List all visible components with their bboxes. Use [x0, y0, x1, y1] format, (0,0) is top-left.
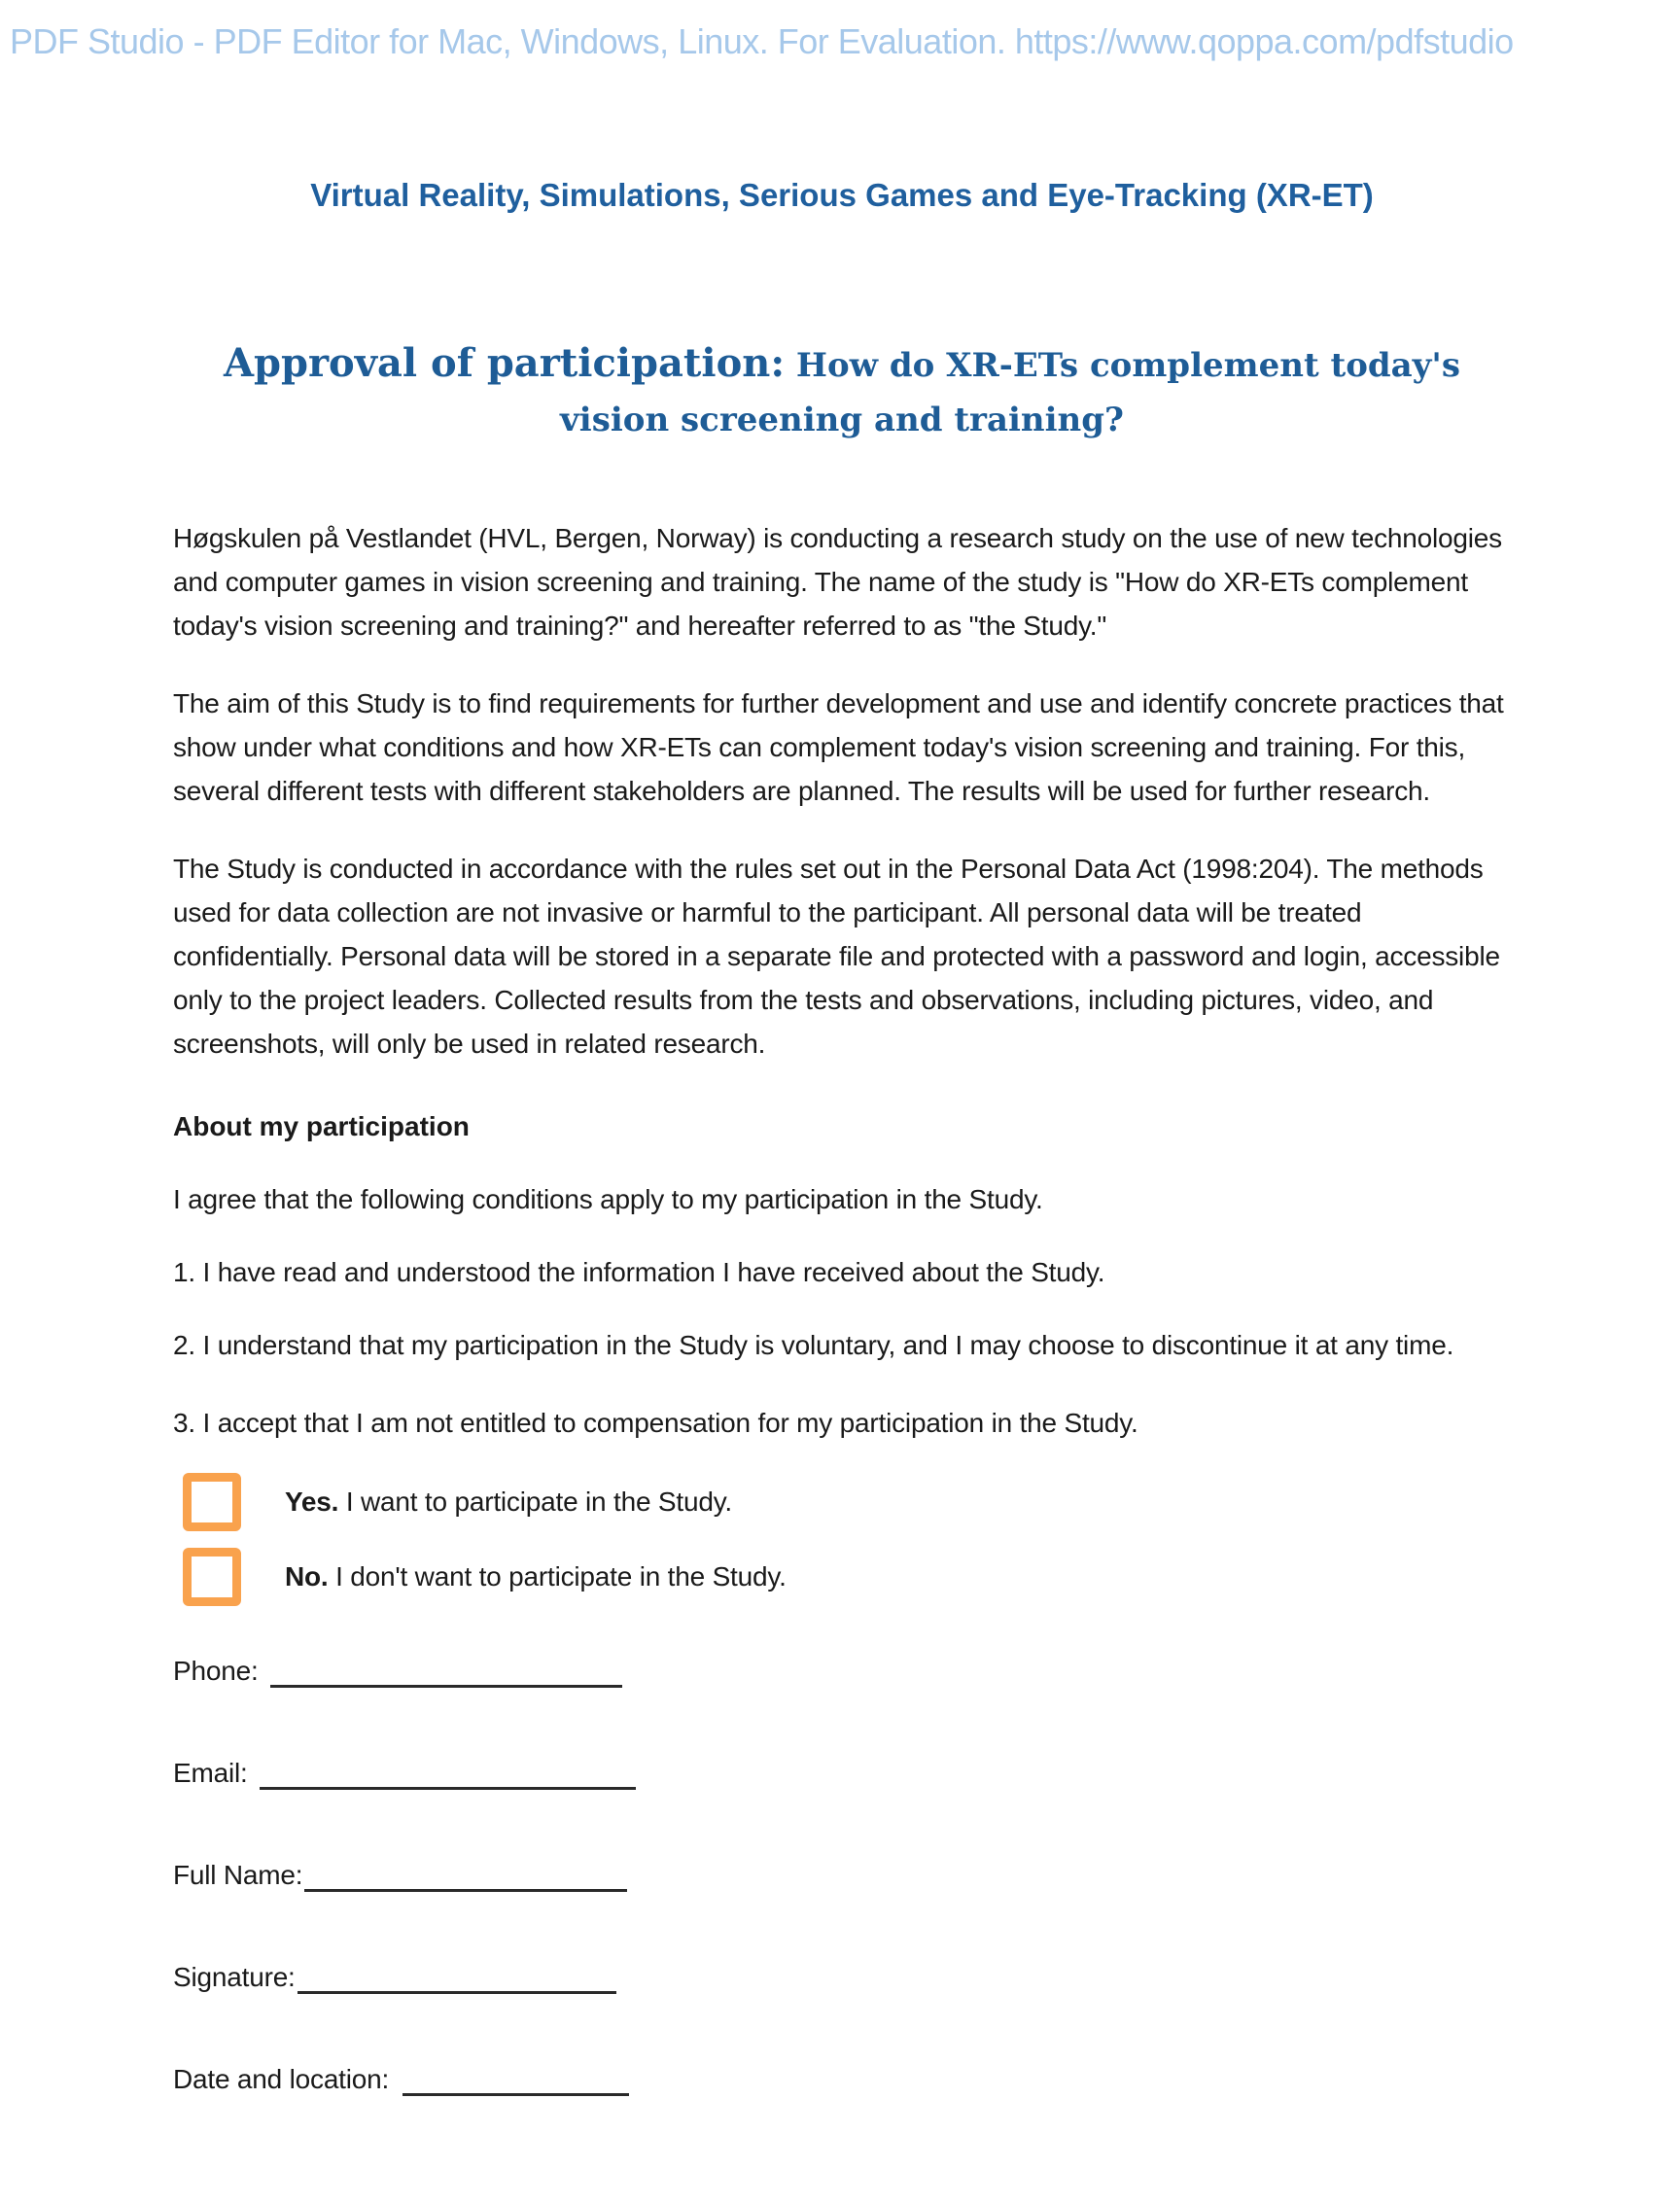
no-label-bold: No.: [285, 1561, 329, 1592]
date-location-field-row: [173, 2057, 1511, 2101]
phone-blank-line: [270, 1685, 622, 1688]
condition-3: 3. I accept that I am not entitled to compensation for my participation in the Study.: [173, 1408, 1138, 1438]
signature-field-row: [173, 1955, 1511, 1999]
agree-intro: I agree that the following conditions apply to my participation in the Study.: [173, 1184, 1043, 1214]
date-location-blank-line: [402, 2093, 629, 2096]
email-blank-line: [260, 1787, 636, 1790]
no-checkbox[interactable]: [183, 1548, 241, 1606]
paragraph-study-aim: The aim of this Study is to find requirements for further development and use and identify concrete practices that show under what conditions and how XR-ETs can complement today's vision screening and training. For this, several different tests with different stakeholders are planned. The results will be used for further research.: [173, 688, 1504, 806]
email-field-row: [173, 1751, 1511, 1795]
paragraph-data-protection: The Study is conducted in accordance with the rules set out in the Personal Data Act (1998:204). The methods used for data collection are not invasive or harmful to the participant. All personal data will be treated confidentially. Personal data will be stored in a separate file and protected with a password and login, accessible only to the project leaders. Collected results from the tests and observations, including pictures, video, and screenshots, will only be used in related research.: [173, 854, 1500, 1059]
paragraph-study-intro: Høgskulen på Vestlandet (HVL, Bergen, Norway) is conducting a research study on the use of new technologies and computer games in vision screening and training. The name of the study is "How do XR-ETs complement today's vision screening and training?" and hereafter referred to as "the Study.": [173, 523, 1502, 641]
fullname-blank-line: [304, 1889, 627, 1892]
yes-checkbox[interactable]: [183, 1473, 241, 1531]
condition-2: 2. I understand that my participation in the Study is voluntary, and I may choose to discontinue it at any time.: [173, 1330, 1454, 1360]
condition-1: 1. I have read and understood the information I have received about the Study.: [173, 1257, 1105, 1287]
signature-label: Signature:: [173, 1962, 296, 1992]
no-label-rest: I don't want to participate in the Study.: [328, 1561, 787, 1592]
date-location-label: Date and location:: [173, 2064, 390, 2094]
no-choice-label: [285, 1561, 787, 1592]
email-label: Email:: [173, 1758, 248, 1788]
approval-heading-lead: Approval of participation:: [224, 340, 786, 386]
signature-blank-line: [298, 1991, 616, 1994]
approval-heading-rest: How do XR-ETs complement today's vision screening and training?: [560, 346, 1460, 439]
yes-choice-label: [285, 1487, 732, 1518]
document-title: Virtual Reality, Simulations, Serious Games and Eye-Tracking (XR-ET): [310, 177, 1374, 213]
approval-heading: [173, 336, 1511, 447]
evaluation-watermark: PDF Studio - PDF Editor for Mac, Windows, Linux. For Evaluation. https://www.qoppa.com/pdfstudio: [10, 21, 1514, 61]
fullname-field-row: [173, 1853, 1511, 1897]
choice-row-yes: [183, 1473, 1511, 1531]
fullname-label: Full Name:: [173, 1860, 303, 1890]
yes-label-bold: Yes.: [285, 1487, 339, 1517]
section-heading-participation: About my participation: [173, 1111, 470, 1141]
yes-label-rest: I want to participate in the Study.: [338, 1487, 732, 1517]
choice-row-no: [183, 1548, 1511, 1606]
phone-field-row: [173, 1649, 1511, 1693]
document-content: [173, 0, 1511, 2101]
phone-label: Phone:: [173, 1656, 259, 1686]
